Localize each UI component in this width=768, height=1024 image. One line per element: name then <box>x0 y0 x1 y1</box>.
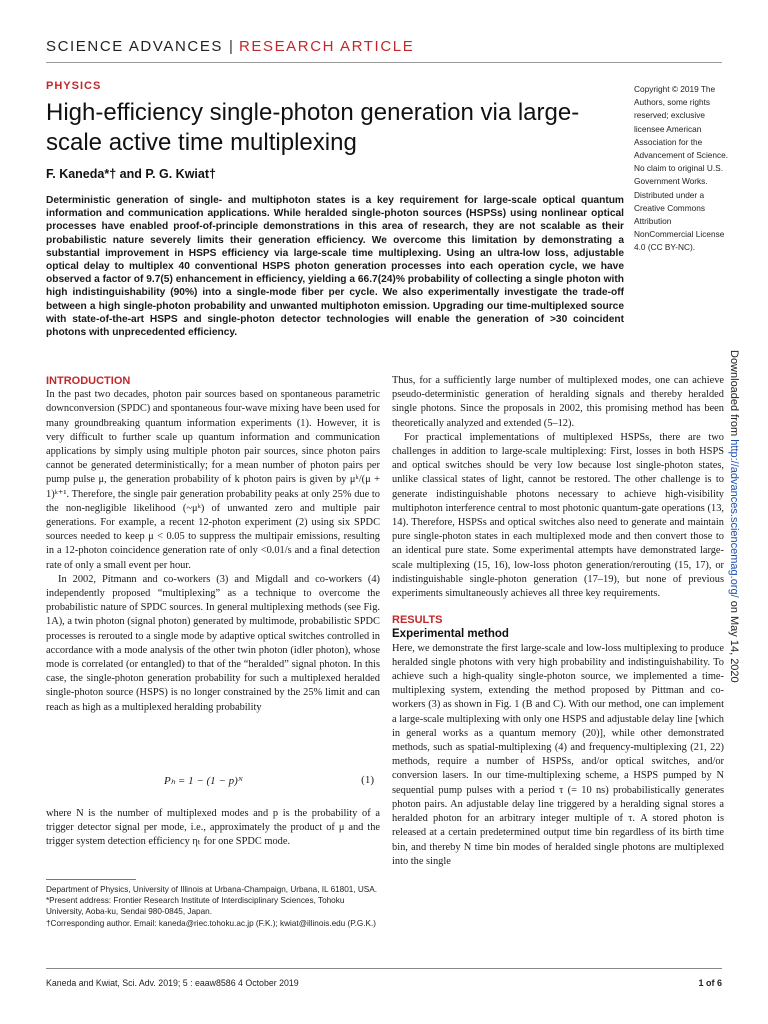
equation-expression: Pₕ = 1 − (1 − p)ᴺ <box>164 775 243 787</box>
download-prefix: Downloaded from <box>728 350 740 440</box>
footnote-divider <box>46 879 136 880</box>
download-note <box>728 350 740 750</box>
header-divider <box>46 62 722 63</box>
header-separator: | <box>229 38 233 55</box>
page-number: 1 of 6 <box>698 978 722 988</box>
introduction-heading: INTRODUCTION <box>46 375 131 387</box>
results-paragraph-1: Here, we demonstrate the first large-scale and low-loss multiplexing to produce heralded single photons with very high probability and indistinguishability. To achieve such a high-quality single-photon source, we implemented a time-multiplexing system, extending the method proposed by Pittman and co-workers (3) as shown in Fig. 1 (B and C). With our method, one can implement a large-scale multiplexing with only one HSPS and adjustable delay line [which in general works as a quantum memory (20)], while other demonstrated methods, such as spatial-multiplexing (4) and frequency-multiplexing (21, 22) methods, require a number of HSPSs, and/or optical switches, and/or conversion lasers. In our time-multiplexing scheme, a HSPS pumped by N sequential pump pulses with a period τ (= 10 ns) probabilistically generates photon pairs. An adjustable delay line triggered by a heralding signal stores a heralded photon for an arbitrary integer multiple of τ. A stored photon is released at a certain predetermined output time bin regardless of its birth time bin, and thereby N time bin modes of heralded single photons are multiplexed into the single <box>392 642 724 867</box>
left-column <box>46 374 380 715</box>
intro-paragraph-3: where N is the number of multiplexed modes and p is the probability of a trigger detector signal per mode, i.e., approximately the product of μ and the trigger system detection efficiency ηₜ for one SPDC mode. <box>46 808 380 848</box>
footer-divider <box>46 968 722 969</box>
right-column <box>392 374 724 869</box>
copyright-notice: Copyright © 2019 The Authors, some rights reserved; exclusive licensee American Association for the Advancement of Science. No claim to original U.S. Government Works. Distributed under a Creative Commons Attribution NonCommercial License 4.0 (CC BY-NC). <box>634 84 729 253</box>
present-address-note: *Present address: Frontier Research Institute of Interdisciplinary Sciences, Tohoku University, Aoba-ku, Sendai 980-0845, Japan. <box>46 896 345 917</box>
results-heading: RESULTS <box>392 614 443 627</box>
article-title: High-efficiency single-photon generation via large-scale active time multiplexing <box>46 99 580 156</box>
intro-paragraph-4: Thus, for a sufficiently large number of multiplexed modes, one can achieve pseudo-deterministic generation of heralding signals and thereby heralded single photons. Since the proposals in 2002, this promising method has been theoretically analyzed and extended (5–12). <box>392 375 724 429</box>
footnotes <box>46 884 380 929</box>
journal-header <box>46 38 414 55</box>
download-suffix: on May 14, 2020 <box>728 597 740 683</box>
intro-paragraph-2: In 2002, Pitmann and co-workers (3) and Migdall and co-workers (4) independently proposed “multiplexing” as a technique to overcome the probabilistic nature of SPDC sources. In general multiplexing methods (see Fig. 1A), a twin photon (signal photon) generated by multimode, probabilistic SPDC processes is rerouted to a single mode by adaptive optical switches controlled in accordance with a mode analysis of the other twin photon (idler photon), whose mode is correlated (or entangled) to that of the “heralded” signal photon. In this case, the single-photon generation probability for such a multiplexed heralded single-photon source (HSPS) is no longer constrained by the 25% limit and can reach as high as a multiplexed heralding probability <box>46 573 380 713</box>
footer-citation: Kaneda and Kwiat, Sci. Adv. 2019; 5 : eaaw8586 4 October 2019 <box>46 978 299 988</box>
experimental-method-heading: Experimental method <box>392 628 509 641</box>
affiliation-note: Department of Physics, University of Illinois at Urbana-Champaign, Urbana, IL 61801, USA. <box>46 885 377 894</box>
left-column-continued <box>46 807 380 850</box>
section-tag: PHYSICS <box>46 80 102 92</box>
intro-paragraph-1: In the past two decades, photon pair sources based on spontaneous parametric downconversion (SPDC) and spontaneous four-wave mixing have been used for many groundbreaking quantum information experiments (1). However, it is very difficult to further scale up quantum information and communication applications by simply using multiple photon pair sources, since photon pairs cannot be generated deterministically; for a mean number of photon pairs per pump pulse μ, the generation probability of k photon pairs is given by μᵏ/(μ + 1)ᵏ⁺¹. Therefore, the single pair generation probability peaks at only 25% due to the non-negligible likelihood (~μᵏ) of unwanted zero and multiple pair generations. For example, a recent 12-photon experiment (2) using six SPDC sources needed to keep μ < 0.05 to suppress the multipair emissions, resulting in a 12-photon coincidence generation rate of only <0.01/s and a final detection rate of only a small event per hour. <box>46 389 380 571</box>
download-link[interactable]: http://advances.sciencemag.org/ <box>728 439 740 598</box>
intro-paragraph-5: For practical implementations of multiplexed HSPSs, there are two challenges in addition to large-scale multiplexing: First, losses in both HSPS and optical switches should be very low because lost single-photon states, unlike classical states of light, cannot be restored. The other challenge is to generate indistinguishable photons necessary to achieve high-visibility multiphoton interference central to most photonic quantum-gate operations (13, 14). Therefore, HSPSs and optical switches also need to generate and maintain pure single-photon states in each multiplexed mode and then convert those to an identical pure state. Some experimental attempts have demonstrated large-scale multiplexing (15, 16), low-loss photon generation/rerouting (15, 17), or indistinguishable single-photon generation (17–19), but none of previous experiments simultaneously achieves all three key requirements. <box>392 431 724 600</box>
journal-name: SCIENCE ADVANCES <box>46 38 224 55</box>
article-type: RESEARCH ARTICLE <box>238 38 415 55</box>
equation-number: (1) <box>361 774 374 786</box>
corresponding-author-note: †Corresponding author. Email: kaneda@riec.tohoku.ac.jp (F.K.); kwiat@illinois.edu (P.G.K.) <box>46 918 377 928</box>
equation-1 <box>46 774 380 792</box>
abstract: Deterministic generation of single- and multiphoton states is a key requirement for large-scale optical quantum information and communication applications. While heralded single-photon sources (HSPSs) using nonlinear optical processes have enabled proof-of-principle demonstrations in this area of research, they are not scalable as their probabilistic nature severely limits their generation efficiency. We overcome this limitation by demonstrating a substantial improvement in HSPS efficiency via large-scale time multiplexing. Using an ultra-low loss, adjustable optical delay to multiplex 40 conventional HSPS photon generation processes into each operation cycle, we have observed a factor of 9.7(5) enhancement in efficiency, yielding a 66.7(24)% probability of collecting a single photon with high indistinguishability (90%) into a single-mode fiber per cycle. We also experimentally investigate the trade-off between a high single-photon probability and unwanted multiphoton emission. Upgrading our time-multiplexed source with state-of-the-art HSPS and single-photon detector technologies will enable the generation of >30 coincident photons with unprecedented efficiency. <box>46 195 624 339</box>
author-list: F. Kaneda*† and P. G. Kwiat† <box>46 167 216 181</box>
